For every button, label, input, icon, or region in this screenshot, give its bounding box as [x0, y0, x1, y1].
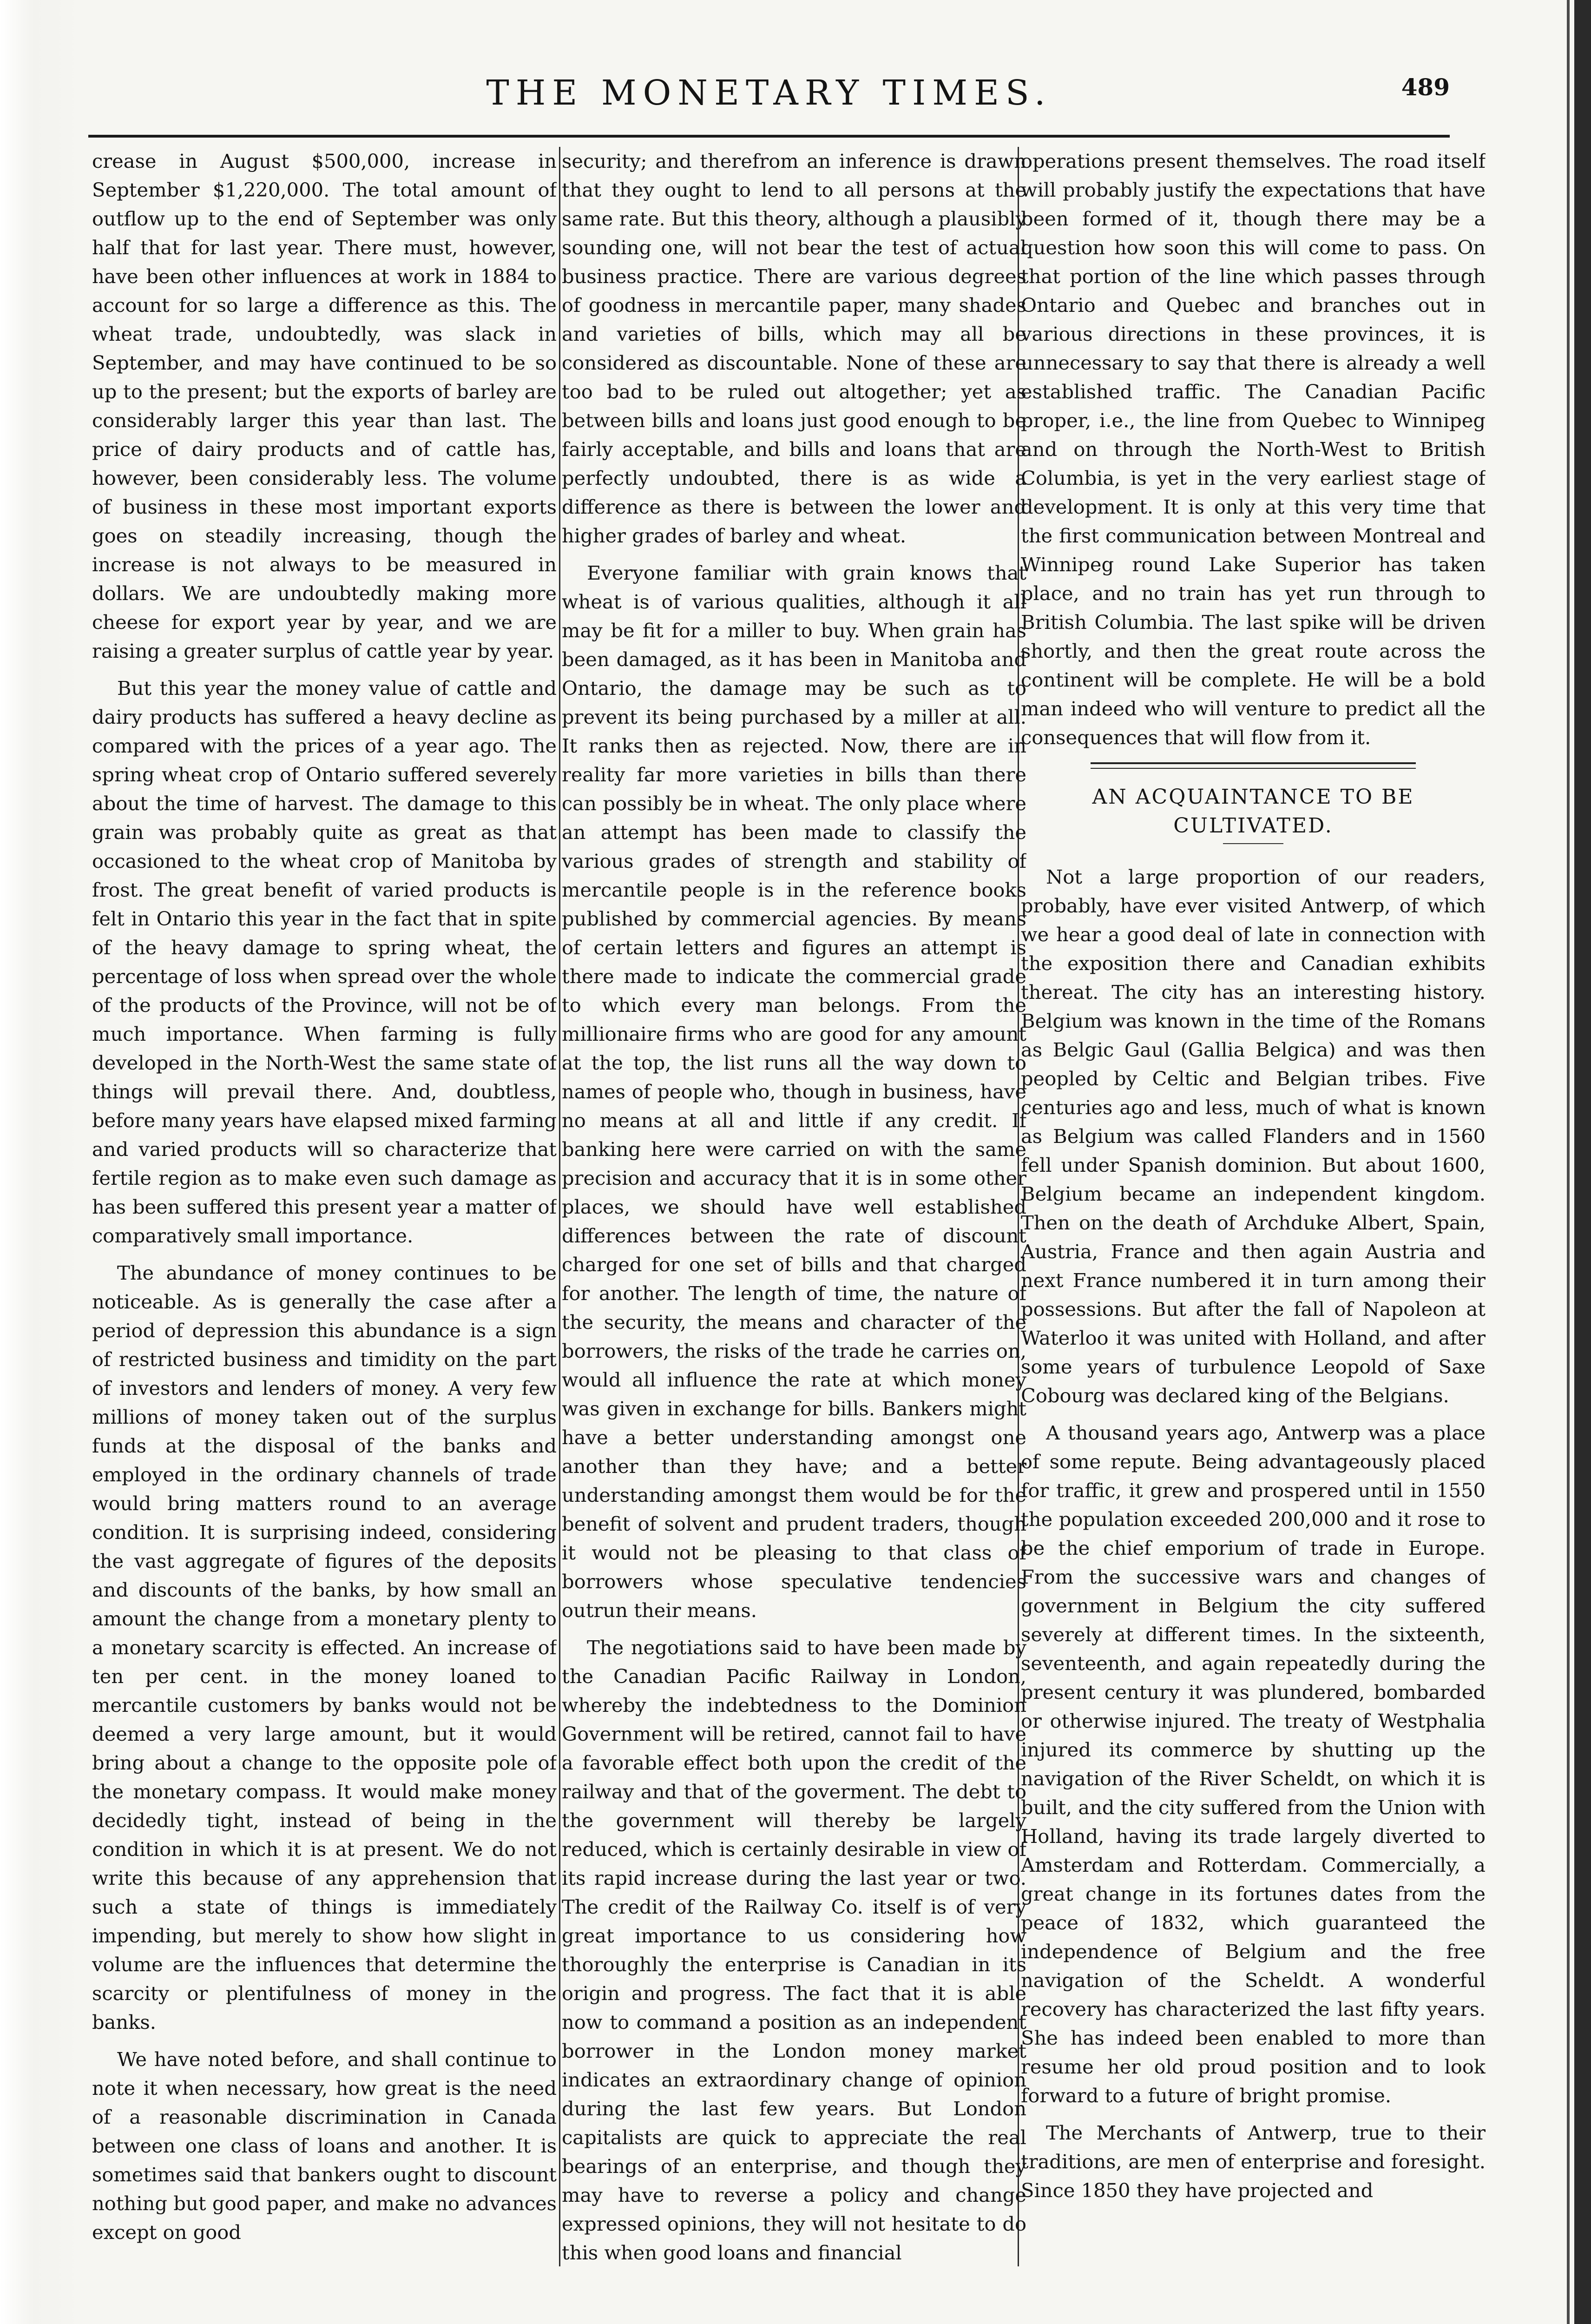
section-rule — [1091, 762, 1416, 764]
scan-binding-line — [1567, 0, 1570, 2324]
paragraph: We have noted before, and shall continue to note it when necessary, how great is the need of a reasonable discrimination in Canada between one class of loans and another. It is sometimes said that bankers ought to discount nothing but good paper, and make no advances except on good — [92, 2048, 557, 2244]
paragraph: security; and therefrom an inference is drawn that they ought to lend to all persons at the same rate. But this theory, although a plausibly sounding one, will not bear the test of actual business practice. There are various degrees of goodness in mercantile paper, many shades and varieties of bills, which may all be considered as discountable. None of these are too bad to be ruled out altogether; yet as between bills and loans just good enough to be fairly acceptable, and bills and loans that are perfectly undoubted, there is as wide a difference as there is between the lower and higher grades of barley and wheat. — [562, 150, 1026, 547]
page-number: 489 — [1401, 73, 1450, 101]
column-3 — [1021, 147, 1486, 2266]
paragraph: Everyone familiar with grain knows that wheat is of various qualities, although it all may be fit for a miller to buy. When grain has been damaged, as it has been in Manitoba and Ontario, the damage may be such as to prevent its being purchased by a miller at all. It ranks then as rejected. Now, there are in reality far more varieties in bills than there can possibly be in wheat. The only place where an attempt has been made to classify the various grades of strength and stability of mercantile people is in the reference books published by commercial agencies. By means of certain letters and figures an attempt is there made to indicate the commercial grade to which every man belongs. From the millionaire firms who are good for any amount at the top, the list runs all the way down to names of people who, though in business, have no means at all and little if any credit. If banking here were carried on with the same precision and accuracy that it is in some other places, we should have well established differences between the rate of discount charged for one set of bills and that charged for another. The length of time, the nature of the security, the means and character of the borrowers, the risks of the trade he carries on, would all influence the rate at which money was given in exchange for bills. Bankers might have a better understanding amongst one another than they have; and a better understanding amongst them would be for the benefit of solvent and prudent traders, though it would not be pleasing to that class of borrowers whose speculative tendencies outrun their means. — [562, 561, 1026, 1622]
paragraph: crease in August $500,000, increase in September $1,220,000. The total amount of outflow up to the end of September was only half that for last year. There must, however, have been other influences at work in 1884 to account for so large a difference as this. The wheat trade, undoubtedly, was slack in September, and may have continued to be so up to the present; but the exports of barley are considerably larger this year than last. The price of dairy products and of cattle has, however, been considerably less. The volume of business in these most important exports goes on steadily increasing, though the increase is not always to be measured in dollars. We are undoubtedly making more cheese for export year by year, and we are raising a greater surplus of cattle year by year. — [92, 150, 557, 662]
header-rule — [88, 135, 1450, 138]
scan-binding-edge — [1574, 0, 1591, 2324]
scan-margin-left — [0, 0, 84, 2324]
paragraph: A thousand years ago, Antwerp was a place of some repute. Being advantageously placed for traffic, it grew and prospered until in 1550 the population exceeded 200,000 and it rose to be the chief emporium of trade in Europe. From the successive wars and changes of government in Belgium the city suffered severely at different times. In the sixteenth, seventeenth, and again repeatedly during the present century it was plundered, bombarded or otherwise injured. The treaty of Westphalia injured its commerce by shutting up the navigation of the River Scheldt, on which it is built, and the city suffered from the Union with Holland, having its trade largely diverted to Amsterdam and Rotterdam. Commercially, a great change in its fortunes dates from the peace of 1832, which guaranteed the independence of Belgium and the free navigation of the Scheldt. A wonderful recovery has characterized the last fifty years. She has indeed been enabled to more than resume her old proud position and to look forward to a future of bright promise. — [1021, 1421, 1486, 2107]
column-1 — [92, 147, 557, 2266]
column-divider-1 — [559, 147, 560, 2266]
column-2 — [562, 147, 1026, 2266]
paragraph: The Merchants of Antwerp, true to their traditions, are men of enterprise and foresight. Since 1850 they have projected and — [1021, 2121, 1486, 2202]
paragraph: Not a large proportion of our readers, probably, have ever visited Antwerp, of which we hear a good deal of late in connection with the exposition there and Canadian exhibits thereat. The city has an interesting history. Belgium was known in the time of the Romans as Belgic Gaul (Gallia Belgica) and was then peopled by Celtic and Belgian tribes. Five centuries ago and less, much of what is known as Belgium was called Flanders and in 1560 fell under Spanish dominion. But about 1600, Belgium became an independent kingdom. Then on the death of Archduke Albert, Spain, Austria, France and then again Austria and next France numbered it in turn among their possessions. But after the fall of Napoleon at Waterloo it was united with Holland, and after some years of turbulence Leopold of Saxe Cobourg was declared king of the Belgians. — [1021, 865, 1486, 1407]
masthead-title: THE MONETARY TIMES. — [486, 73, 1052, 113]
heading-rule — [1223, 843, 1283, 844]
paragraph: But this year the money value of cattle and dairy products has suffered a heavy decline as compared with the prices of a year ago. The spring wheat crop of Ontario suffered severely about the time of harvest. The damage to this grain was probably quite as great as that occasioned to the wheat crop of Manitoba by frost. The great benefit of varied products is felt in Ontario this year in the fact that in spite of the heavy damage to spring wheat, the percentage of loss when spread over the whole of the products of the Province, will not be of much importance. When farming is fully developed in the North-West the same state of things will prevail there. And, doubtless, before many years have elapsed mixed farming and varied products will so characterize that fertile region as to make even such damage as has been suffered this present year a matter of comparatively small importance. — [92, 677, 557, 1247]
paragraph: operations present themselves. The road itself will probably justify the expectations that have been formed of it, though there may be a question how soon this will come to pass. On that portion of the line which passes through Ontario and Quebec and branches out in various directions in these provinces, it is unnecessary to say that there is already a well established traffic. The Canadian Pacific proper, i.e., the line from Quebec to Winnipeg and on through the North-West to British Columbia, is yet in the very earliest stage of development. It is only at this very time that the first communication between Montreal and Winnipeg round Lake Superior has taken place, and no train has yet run through to British Columbia. The last spike will be driven shortly, and then the great route across the continent will be complete. He will be a bold man indeed who will venture to predict all the consequences that will flow from it. — [1021, 150, 1486, 749]
paragraph: The negotiations said to have been made by the Canadian Pacific Railway in London, whereby the indebtedness to the Dominion Government will be retired, cannot fail to have a favorable effect both upon the credit of the railway and that of the goverment. The debt to the government will thereby be largely reduced, which is certainly desirable in view of its rapid increase during the last year or two. The credit of the Railway Co. itself is of very great importance to us considering how thoroughly the enterprise is Canadian in its origin and progress. The fact that it is able now to command a position as an independent borrower in the London money market indicates an extraordinary change of opinion during the last few years. But London capitalists are quick to appreciate the real bearings of an enterprise, and though they may have to reverse a policy and change expressed opinions, they will not hesitate to do this when good loans and financial — [562, 1636, 1026, 2264]
section-rule-thin — [1091, 768, 1416, 769]
page-header — [88, 70, 1450, 139]
article-heading: AN ACQUAINTANCE TO BE CULTIVATED. — [1092, 785, 1414, 838]
paragraph: The abundance of money continues to be noticeable. As is generally the case after a period of depression this abundance is a sign of restricted business and timidity on the part of investors and lenders of money. A very few millions of money taken out of the surplus funds at the disposal of the banks and employed in the ordinary channels of trade would bring matters round to an average condition. It is surprising indeed, considering the vast aggregate of figures of the deposits and discounts of the banks, by how small an amount the change from a monetary plenty to a monetary scarcity is effected. An increase of ten per cent. in the money loaned to mercantile customers by banks would not be deemed a very large amount, but it would bring about a change to the opposite pole of the monetary compass. It would make money decidedly tight, instead of being in the condition in which it is at present. We do not write this because of any apprehension that such a state of things is immediately impending, but merely to show how slight in volume are the influences that determine the scarcity or plentifulness of money in the banks. — [92, 1261, 557, 2034]
